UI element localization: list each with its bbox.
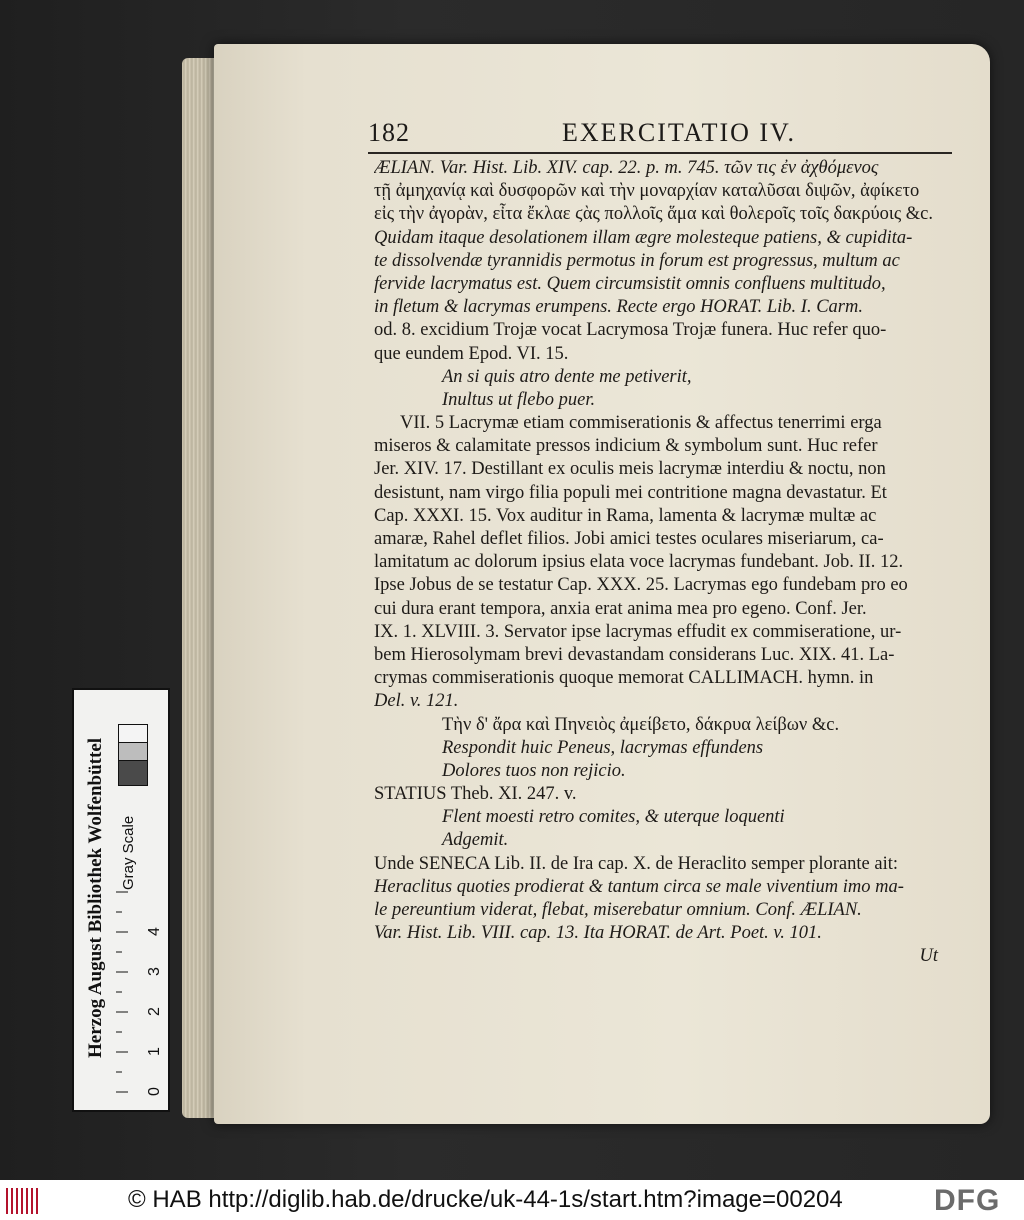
text-line: Heraclitus quoties prodierat & tantum circa se male viventium imo ma- <box>374 876 904 897</box>
gray-scale-label: Gray Scale <box>120 815 137 890</box>
dfg-logo: DFG <box>934 1184 1001 1217</box>
text-line: le pereuntium viderat, flebat, miserebatur omnium. Conf. ÆLIAN. <box>374 900 862 920</box>
text-line: cui dura erant tempora, anxia erat anima mea pro egeno. Conf. Jer. <box>374 598 867 619</box>
citation-link[interactable]: © HAB http://diglib.hab.de/drucke/uk-44-1s/start.htm?image=00204 <box>128 1186 843 1213</box>
ruler-label-2: 2 <box>146 1007 163 1016</box>
ruler-label-1: 1 <box>146 1047 163 1056</box>
text-line: Del. v. 121. <box>374 691 459 712</box>
text-line: bem Hierosolymam brevi devastandam considerans Luc. XIX. 41. La- <box>374 644 895 665</box>
text-line: Adgemit. <box>442 830 509 851</box>
text-line: Cap. XXXI. 15. Vox auditur in Rama, lamenta & lacrymæ multæ ac <box>374 505 877 526</box>
text-line: Jer. XIV. 17. Destillant ex oculis meis lacrymæ interdiu & noctu, non <box>374 459 886 480</box>
text-line: lamitatum ac dolorum ipsius elata voce lacrymas fundebant. Job. II. 12. <box>374 552 904 573</box>
text-line: IX. 1. XLVIII. 3. Servator ipse lacrymas effudit ex commiseratione, ur- <box>374 621 902 642</box>
text-line: Unde SENECA Lib. II. de Ira cap. X. de Heraclito semper plorante ait: <box>374 853 898 874</box>
text-line: Flent moesti retro comites, & uterque loquenti <box>442 807 785 828</box>
ruler-label-3: 3 <box>146 967 163 976</box>
institution-label: Herzog August Bibliothek Wolfenbüttel <box>85 737 106 1059</box>
text-line: Respondit huic Peneus, lacrymas effundens <box>442 737 764 758</box>
body-text <box>374 157 946 969</box>
ruler-label-4: 4 <box>146 927 163 936</box>
hab-logo-icon <box>6 1188 40 1214</box>
centimeter-ruler <box>116 890 163 1102</box>
text-line: te dissolvendæ tyrannidis permotus in forum est progressus, multum ac <box>374 250 900 271</box>
text-line: Dolores tuos non rejicio. <box>442 760 626 781</box>
folio-number: 182 <box>368 118 410 147</box>
text-line: STATIUS Theb. XI. 247. v. <box>374 784 577 805</box>
text-line: Ipse Jobus de se testatur Cap. XXX. 25. Lacrymas ego fundebam pro eo <box>374 575 908 596</box>
text-line: miseros & calamitate pressos indicium & symbolum sunt. Huc refer <box>374 436 878 457</box>
running-head: EXERCITATIO IV. <box>562 118 796 147</box>
text-line: desistunt, nam virgo filia populi mei contritione magna devastatur. Et <box>374 482 887 503</box>
text-line: ÆLIAN. Var. Hist. Lib. XIV. cap. 22. p. m. 745. τῶν τις ἐν ἀχθόμενος <box>374 158 879 178</box>
text-line: que eundem Epod. VI. 15. <box>374 343 569 364</box>
text-line: od. 8. excidium Trojæ vocat Lacrymosa Trojæ funera. Huc refer quo- <box>374 320 887 341</box>
text-line: amaræ, Rahel deflet filios. Jobi amici testes oculares miseriarum, ca- <box>374 529 884 549</box>
page-edge-stack <box>182 58 218 1118</box>
ruler-label-0: 0 <box>146 1087 163 1096</box>
text-line: Inultus ut flebo puer. <box>442 389 596 410</box>
text-line: Var. Hist. Lib. VIII. cap. 13. Ita HORAT. de Art. Poet. v. 101. <box>374 923 822 944</box>
text-line: τῇ ἀμηχανίᾳ καὶ δυσφορῶν καὶ τὴν μοναρχίαν καταλῦσαι διψῶν, ἀφίκετο <box>374 181 920 202</box>
text-line: εἰς τὴν ἀγορὰν, εἶτα ἔκλαε ϛὰς πολλοῖς ἅμα καὶ θολεροῖς τοῖς δακρύοις &c. <box>374 204 934 225</box>
text-line: VII. 5 Lacrymæ etiam commiserationis & affectus tenerrimi erga <box>400 413 882 434</box>
page-header <box>368 118 958 152</box>
footer-bar <box>0 1180 1024 1220</box>
text-line: Τὴν δ' ἄρα καὶ Πηνειὸς ἀμείβετο, δάκρυα λείβων &c. <box>442 714 840 735</box>
header-rule <box>368 152 952 154</box>
text-line: fervide lacrymatus est. Quem circumsistit omnis confluens multitudo, <box>374 273 886 294</box>
text-line: crymas commiserationis quoque memorat CALLIMACH. hymn. in <box>374 668 874 689</box>
text-line: in fletum & lacrymas erumpens. Recte ergo HORAT. Lib. I. Carm. <box>374 297 863 318</box>
text-line: An si quis atro dente me petiverit, <box>442 366 692 387</box>
text-line: Quidam itaque desolationem illam ægre molesteque patiens, & cupidita- <box>374 227 913 248</box>
gray-patch-dark <box>118 760 148 786</box>
text-line: Ut <box>919 946 938 967</box>
